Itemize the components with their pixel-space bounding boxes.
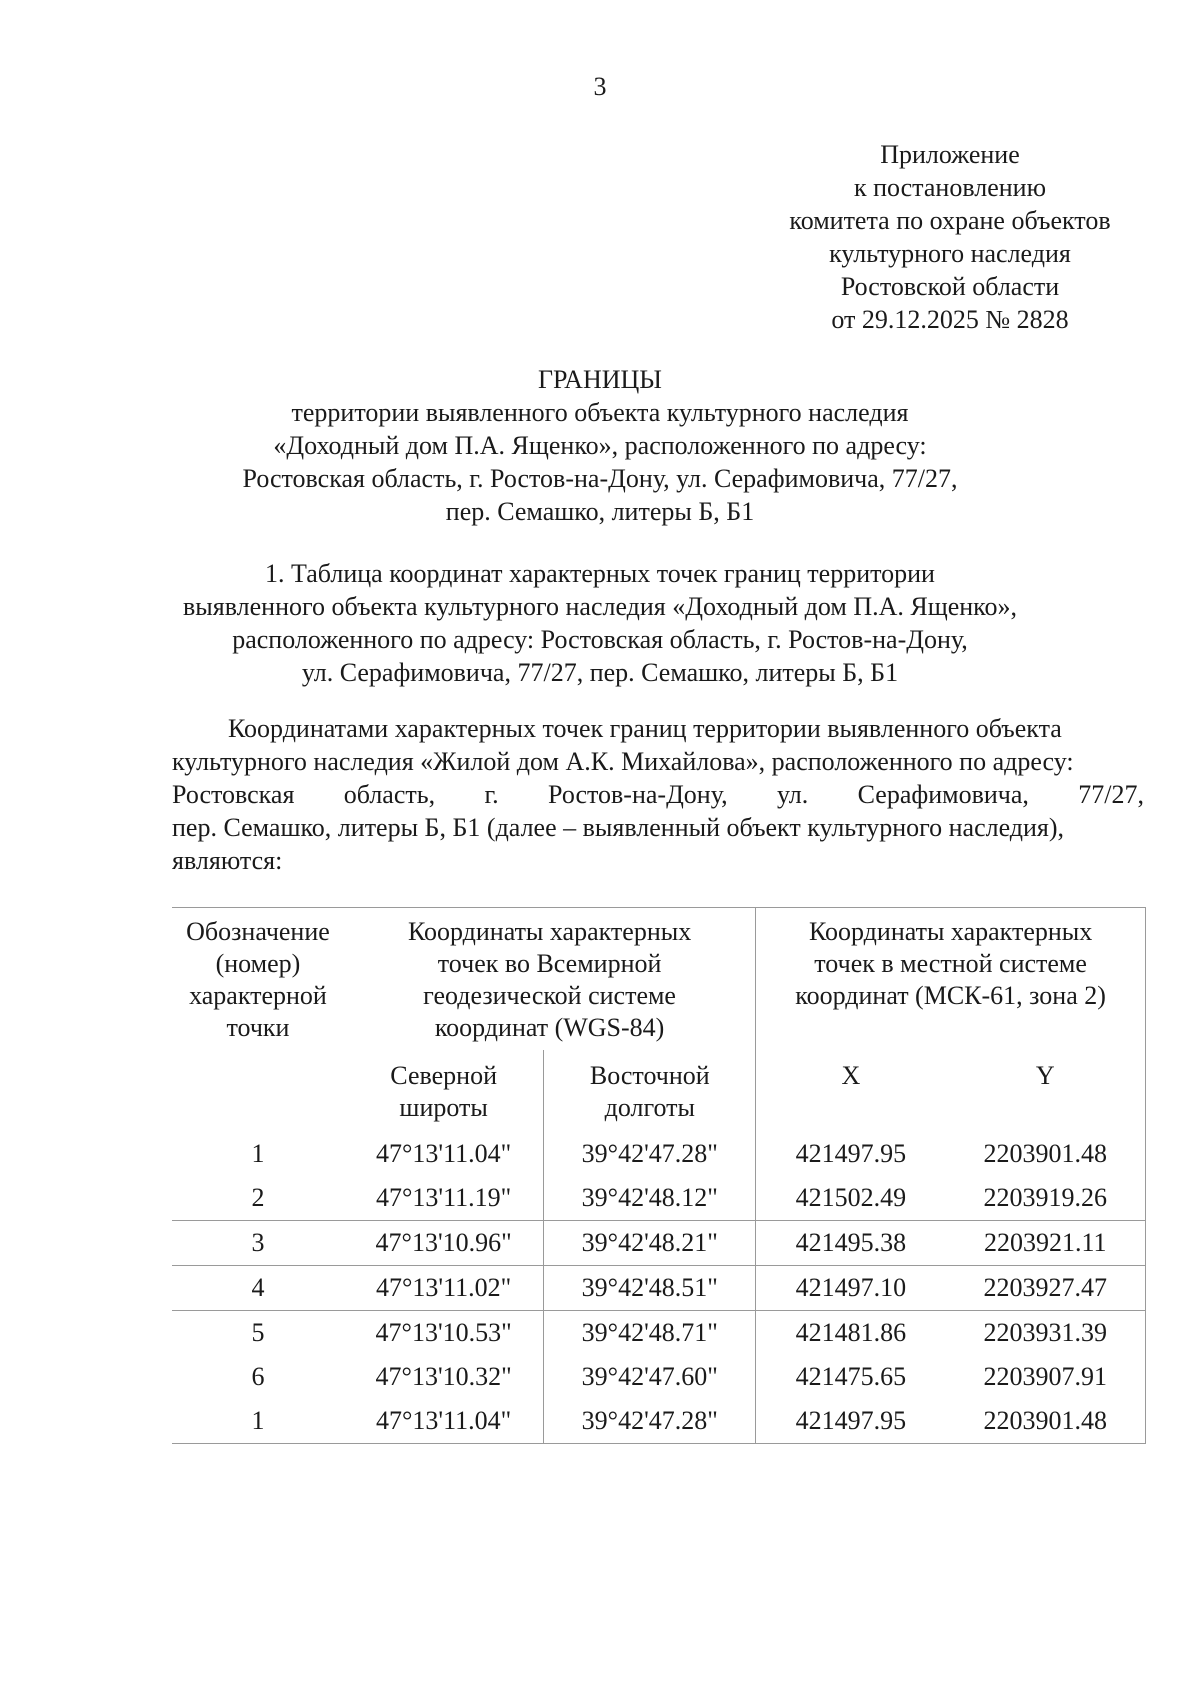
- cell-north: 47°13'10.53": [344, 1311, 544, 1356]
- cell-point: 2: [251, 1183, 265, 1212]
- section-title-line: 1. Таблица координат характерных точек границ территории: [265, 559, 935, 588]
- appendix-line: комитета по охране объектов: [789, 206, 1111, 235]
- paragraph-word: г.: [484, 780, 499, 809]
- section-title-line: расположенного по адресу: Ростовская область, г. Ростов-на-Дону,: [232, 625, 968, 654]
- table-row: [172, 1221, 1146, 1266]
- table-row: [172, 1399, 1146, 1444]
- appendix-line: к постановлению: [853, 173, 1047, 202]
- table-row: [172, 1132, 1146, 1176]
- paragraph-line-justified: [172, 778, 1144, 811]
- cell-point: 4: [172, 1266, 344, 1311]
- cell-y: 2203919.26: [983, 1183, 1108, 1212]
- cell-y: 2203901.48: [983, 1406, 1108, 1435]
- heading-title: ГРАНИЦЫ: [538, 365, 662, 394]
- cell-point: 1: [251, 1139, 265, 1168]
- heading-line: пер. Семашко, литеры Б, Б1: [445, 497, 755, 526]
- paragraph-word: Серафимовича,: [857, 780, 1029, 809]
- cell-east: 39°42'48.21": [544, 1221, 756, 1266]
- cell-x: 421481.86: [756, 1311, 946, 1356]
- paragraph-word: Ростов-на-Дону,: [548, 780, 728, 809]
- section-title-line: ул. Серафимовича, 77/27, пер. Семашко, литеры Б, Б1: [301, 658, 899, 687]
- paragraph-word: Ростовская: [172, 780, 295, 809]
- cell-y: 2203931.39: [946, 1311, 1146, 1356]
- paragraph-word: 77/27,: [1078, 780, 1144, 809]
- cell-north: 47°13'11.04": [344, 1399, 544, 1444]
- table-row: [172, 1355, 1146, 1399]
- header-north-latitude: Северной широты: [344, 1050, 544, 1132]
- cell-point: 5: [172, 1311, 344, 1356]
- page-number: 3: [593, 72, 607, 101]
- cell-x: 421502.49: [795, 1183, 907, 1212]
- cell-y: 2203927.47: [946, 1266, 1146, 1311]
- cell-east: 39°42'47.28": [544, 1132, 756, 1176]
- cell-east: 39°42'47.60": [544, 1355, 756, 1399]
- coordinates-table: [172, 907, 1146, 1444]
- table-row: [172, 1311, 1146, 1356]
- header-east-longitude: Восточной долготы: [544, 1050, 756, 1132]
- header-msk61-coordinates: Координаты характерных точек в местной системе координат (МСК-61, зона 2): [795, 917, 1106, 1010]
- appendix-line: Приложение: [880, 140, 1020, 169]
- appendix-block: [740, 138, 1160, 336]
- appendix-line: культурного наследия: [829, 239, 1071, 268]
- cell-east: 39°42'48.51": [544, 1266, 756, 1311]
- cell-point: 1: [251, 1406, 265, 1435]
- cell-north: 47°13'10.96": [344, 1221, 544, 1266]
- cell-north: 47°13'11.19": [344, 1176, 544, 1221]
- cell-north: 47°13'11.04": [344, 1132, 544, 1176]
- body-paragraph: [172, 712, 1144, 877]
- cell-north: 47°13'10.32": [344, 1355, 544, 1399]
- cell-x: 421497.10: [756, 1266, 946, 1311]
- cell-point: 3: [172, 1221, 344, 1266]
- paragraph-line: Координатами характерных точек границ территории выявленного объекта: [228, 714, 1062, 743]
- cell-x: 421497.95: [795, 1139, 907, 1168]
- table-row: [172, 1266, 1146, 1311]
- heading-line: Ростовская область, г. Ростов-на-Дону, ул. Серафимовича, 77/27,: [242, 464, 958, 493]
- cell-point: 6: [251, 1362, 265, 1391]
- cell-y: 2203901.48: [983, 1139, 1108, 1168]
- paragraph-word: ул.: [776, 780, 809, 809]
- heading-line: «Доходный дом П.А. Ященко», расположенного по адресу:: [273, 431, 927, 460]
- table-row: [172, 1176, 1146, 1221]
- heading-line: территории выявленного объекта культурного наследия: [291, 398, 909, 427]
- table-header-row: [172, 908, 1146, 1051]
- cell-y: 2203907.91: [983, 1362, 1108, 1391]
- section-title: [0, 557, 1200, 689]
- cell-east: 39°42'47.28": [544, 1399, 756, 1444]
- paragraph-line: являются:: [172, 846, 283, 875]
- appendix-date-number: от 29.12.2025 № 2828: [831, 305, 1069, 334]
- header-y: Y: [1035, 1061, 1055, 1090]
- paragraph-word: область,: [343, 780, 436, 809]
- cell-north: 47°13'11.02": [344, 1266, 544, 1311]
- document-heading: [0, 363, 1200, 528]
- cell-east: 39°42'48.71": [544, 1311, 756, 1356]
- cell-east: 39°42'48.12": [544, 1176, 756, 1221]
- cell-x: 421475.65: [795, 1362, 907, 1391]
- header-x: X: [841, 1061, 861, 1090]
- header-point-designation: Обозначение (номер) характерной точки: [186, 917, 330, 1042]
- cell-y: 2203921.11: [946, 1221, 1146, 1266]
- section-title-line: выявленного объекта культурного наследия «Доходный дом П.А. Ященко»,: [183, 592, 1017, 621]
- appendix-line: Ростовской области: [840, 272, 1060, 301]
- paragraph-line: пер. Семашко, литеры Б, Б1 (далее – выявленный объект культурного наследия),: [172, 813, 1065, 842]
- paragraph-line: культурного наследия «Жилой дом А.К. Михайлова», расположенного по адресу:: [172, 747, 1074, 776]
- cell-x: 421495.38: [756, 1221, 946, 1266]
- cell-x: 421497.95: [795, 1406, 907, 1435]
- header-wgs84-coordinates: Координаты характерных точек во Всемирной геодезической системе координат (WGS-84): [344, 908, 756, 1051]
